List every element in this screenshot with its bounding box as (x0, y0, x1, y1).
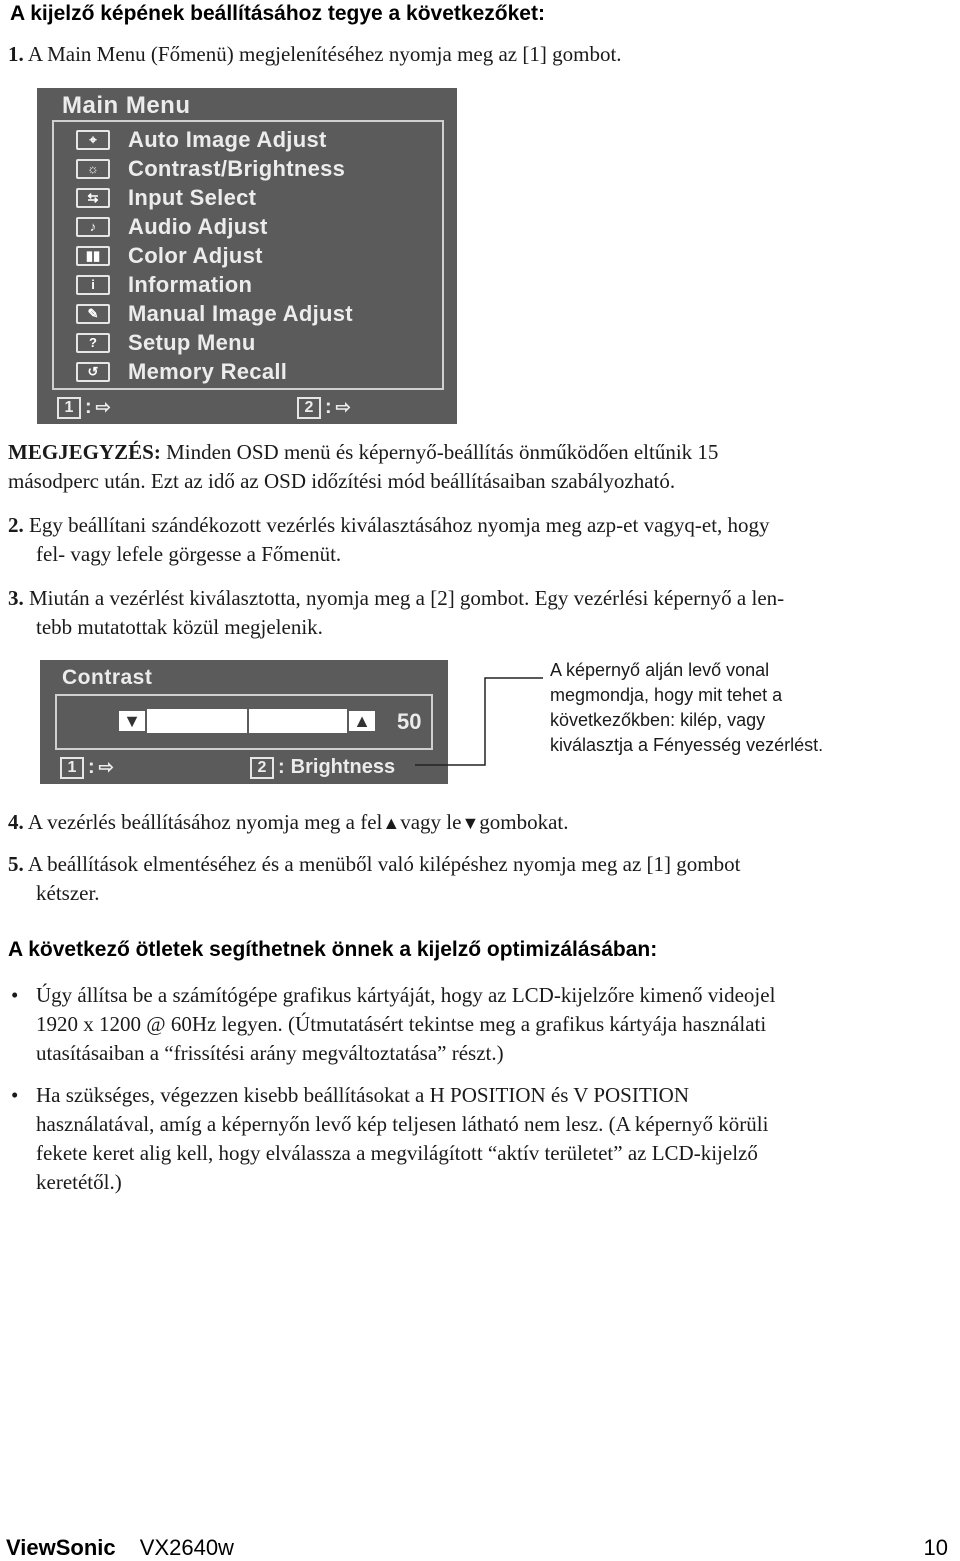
contrast-slider[interactable] (117, 709, 377, 733)
input-icon: ⇆ (76, 188, 110, 208)
menu-item-label: Audio Adjust (128, 213, 268, 239)
exit-icon: ⇨ (95, 397, 111, 417)
tips-heading: A következő ötletek segíthetnek önnek a kijelző optimizálásában: (8, 938, 658, 961)
osd-key2-hint (250, 756, 395, 779)
recall-icon: ↺ (76, 362, 110, 382)
tip-line: használatával, amíg a képernyőn levő kép teljesen látható nem lesz. (A képernyő körüli (36, 1112, 769, 1136)
down-triangle-icon: ▼ (461, 813, 480, 833)
osd-key1-hint (60, 756, 114, 779)
menu-item-label: Auto Image Adjust (128, 126, 327, 152)
menu-item-label: Memory Recall (128, 358, 288, 384)
callout-connector (415, 670, 545, 770)
tip-line: Úgy állítsa be a számítógépe grafikus kártyáját, hogy az LCD-kijelzőre kimenő videojel (36, 983, 776, 1007)
key-separator: : (278, 756, 285, 778)
menu-item-label: Color Adjust (128, 242, 263, 268)
footer-model: VX2640w (139, 1535, 234, 1560)
menu-item-label: Input Select (128, 184, 257, 210)
down-arrow-icon[interactable]: ▼ (117, 709, 147, 733)
callout-line-2: megmondja, hogy mit tehet a (550, 685, 783, 705)
contrast-osd (40, 660, 448, 784)
menu-item-label: Setup Menu (128, 329, 256, 355)
tip-line: keretétől.) (36, 1170, 122, 1194)
step-text-pre: A vezérlés beállításához nyomja meg a fel (27, 810, 383, 834)
enter-icon: ⇨ (335, 397, 351, 417)
up-triangle-icon: ▲ (382, 813, 401, 833)
up-arrow-icon[interactable]: ▲ (347, 709, 377, 733)
menu-item-label: Contrast/Brightness (128, 155, 346, 181)
tip-line: fekete keret alig kell, hogy elválassza a megvilágított “aktív területet” az LCD-kijelző (36, 1141, 758, 1165)
step-line-2: kétszer. (36, 881, 100, 905)
step-number: 3. (8, 586, 24, 610)
osd-menu-list (52, 120, 444, 390)
step-text-post: gombokat. (479, 810, 569, 834)
callout-line-3: következőkben: kilép, vagy (550, 710, 766, 730)
menu-item-label: Manual Image Adjust (128, 300, 353, 326)
help-icon: ? (76, 333, 110, 353)
step-5 (8, 850, 740, 908)
brightness-icon: ☼ (76, 159, 110, 179)
tip-1 (0, 981, 960, 1068)
step-4 (8, 808, 569, 838)
note (8, 438, 718, 496)
osd-key1-hint (57, 396, 111, 419)
tip-2 (0, 1081, 960, 1197)
menu-item-auto-image-adjust[interactable] (76, 125, 327, 154)
section-heading: A kijelző képének beállításához tegye a következőket: (10, 2, 545, 25)
step-line-1: A beállítások elmentéséhez és a menüből való kilépéshez nyomja meg az [1] gombot (27, 852, 741, 876)
footer-brand-model (6, 1535, 234, 1561)
step-number: 2. (8, 513, 24, 537)
menu-item-contrast-brightness[interactable] (76, 154, 345, 183)
tip-line: Ha szükséges, végezzen kisebb beállításokat a H POSITION és V POSITION (36, 1083, 689, 1107)
step-line-2: fel- vagy lefele görgesse a Főmenüt. (36, 542, 342, 566)
menu-item-information[interactable] (76, 270, 252, 299)
bullet-icon: • (11, 1083, 19, 1107)
key-2-icon: 2 (250, 757, 274, 779)
bullet-icon: • (11, 983, 19, 1007)
step-2 (8, 511, 770, 569)
tip-line: utasításaiban a “frissítési arány megváltoztatása” részt.) (36, 1041, 504, 1065)
menu-item-manual-image-adjust[interactable] (76, 299, 353, 328)
callout-line-4: kiválasztja a Fényesség vezérlést. (550, 735, 824, 755)
step-number: 1. (8, 42, 24, 66)
step-text: A Main Menu (Főmenü) megjelenítéséhez nyomja meg az [1] gombot. (27, 42, 622, 66)
key-2-icon: 2 (297, 397, 321, 419)
crosshair-icon: ⌖ (76, 130, 110, 150)
menu-item-color-adjust[interactable] (76, 241, 263, 270)
note-label: MEGJEGYZÉS: (8, 440, 161, 464)
menu-item-audio-adjust[interactable] (76, 212, 268, 241)
step-text-mid: vagy le (400, 810, 462, 834)
tip-line: 1920 x 1200 @ 60Hz legyen. (Útmutatásért tekintse meg a grafikus kártyája használati (36, 1012, 767, 1036)
contrast-slider-panel (55, 694, 433, 750)
step-3 (8, 584, 784, 642)
callout-text (550, 658, 950, 758)
color-icon: ▮▮ (76, 246, 110, 266)
osd-title: Contrast (62, 666, 153, 689)
slider-divider (247, 709, 249, 733)
key-1-icon: 1 (60, 757, 84, 779)
osd-title: Main Menu (62, 92, 191, 119)
step-line-1: Egy beállítani szándékozott vezérlés kiválasztásához nyomja meg azp-et vagyq-et, hogy (29, 513, 770, 537)
step-number: 5. (8, 852, 24, 876)
step-line-2: tebb mutatottak közül megjelenik. (36, 615, 323, 639)
audio-icon: ♪ (76, 217, 110, 237)
key-separator: : (85, 396, 92, 418)
tools-icon: ✎ (76, 304, 110, 324)
note-line-2: másodperc után. Ezt az idő az OSD időzítési mód beállításaiban szabályozható. (8, 469, 676, 493)
menu-item-label: Information (128, 271, 253, 297)
key-separator: : (325, 396, 332, 418)
step-line-1: Miután a vezérlést kiválasztotta, nyomja meg a [2] gombot. Egy vezérlési képernyő a len- (29, 586, 785, 610)
page-number: 10 (923, 1535, 948, 1560)
key-1-icon: 1 (57, 397, 81, 419)
step-1 (8, 40, 622, 69)
osd-key2-hint (297, 396, 351, 419)
key-separator: : (88, 756, 95, 778)
info-icon: i (76, 275, 110, 295)
step-number: 4. (8, 810, 24, 834)
footer-brand: ViewSonic (6, 1535, 116, 1560)
menu-item-setup-menu[interactable] (76, 328, 256, 357)
menu-item-memory-recall[interactable] (76, 357, 287, 386)
menu-item-input-select[interactable] (76, 183, 256, 212)
exit-icon: ⇨ (98, 757, 114, 777)
brightness-label: Brightness (290, 756, 396, 778)
callout-line (415, 678, 543, 765)
note-line-1: Minden OSD menü és képernyő-beállítás önműködően eltűnik 15 (166, 440, 719, 464)
main-menu-osd (37, 88, 457, 424)
callout-line-1: A képernyő alján levő vonal (550, 660, 770, 680)
contrast-value: 50 (397, 709, 422, 734)
